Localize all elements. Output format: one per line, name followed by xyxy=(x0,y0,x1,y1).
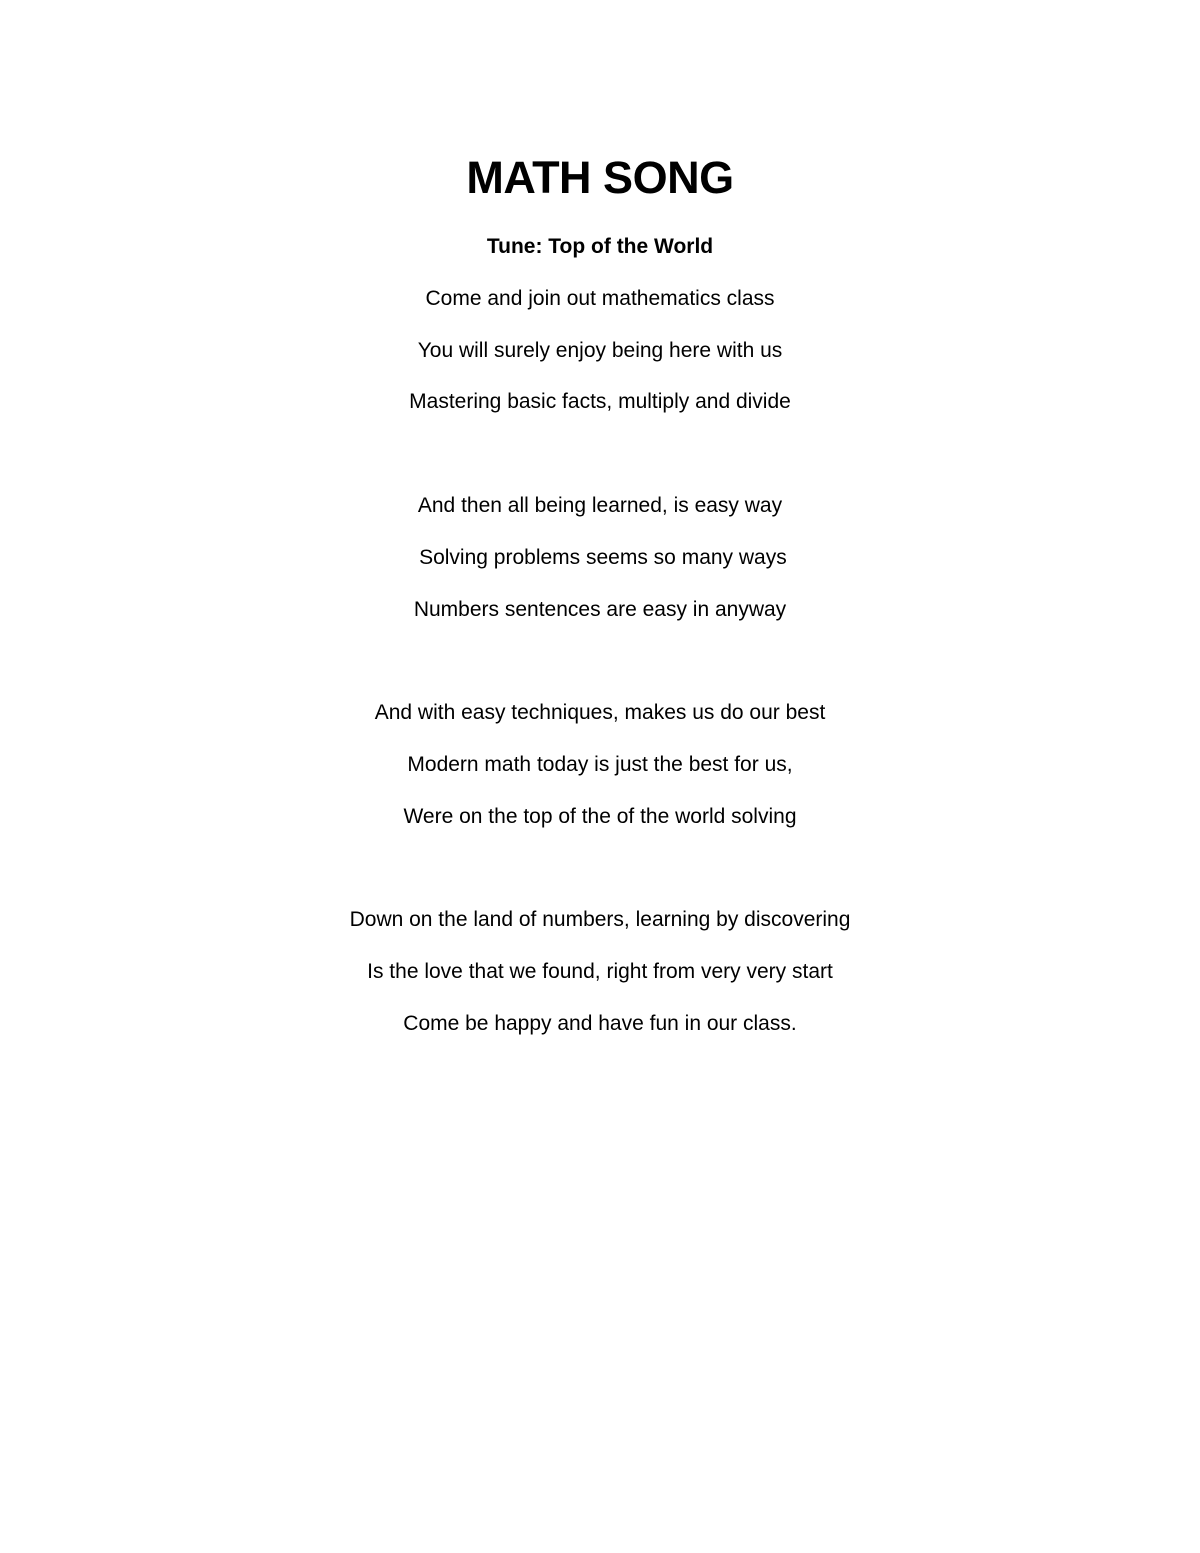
song-title: MATH SONG xyxy=(466,152,734,203)
lyric-line: You will surely enjoy being here with us xyxy=(417,338,783,362)
lyric-line: Mastering basic facts, multiply and divide xyxy=(409,390,791,414)
stanza-gap xyxy=(0,428,1200,480)
lyric-line: And then all being learned, is easy way xyxy=(417,493,783,517)
lyric-line: Numbers sentences are easy in anyway xyxy=(413,597,787,621)
lyric-line: Modern math today is just the best for us, xyxy=(407,752,793,776)
lyric-line: Down on the land of numbers, learning by discovering xyxy=(349,908,851,932)
lyric-line: Come and join out mathematics class xyxy=(425,286,775,310)
lyric-line: Is the love that we found, right from very very start xyxy=(367,960,833,984)
stanza-gap xyxy=(0,843,1200,895)
lyric-line: Come be happy and have fun in our class. xyxy=(403,1011,797,1035)
song-body xyxy=(0,221,1200,1050)
lyric-line: Solving problems seems so many ways xyxy=(413,545,787,569)
stanza-gap xyxy=(0,635,1200,687)
lyric-line: Were on the top of the of the world solving xyxy=(403,804,797,828)
lyric-line: And with easy techniques, makes us do our best xyxy=(374,701,826,725)
tune-subtitle: Tune: Top of the World xyxy=(486,235,714,258)
